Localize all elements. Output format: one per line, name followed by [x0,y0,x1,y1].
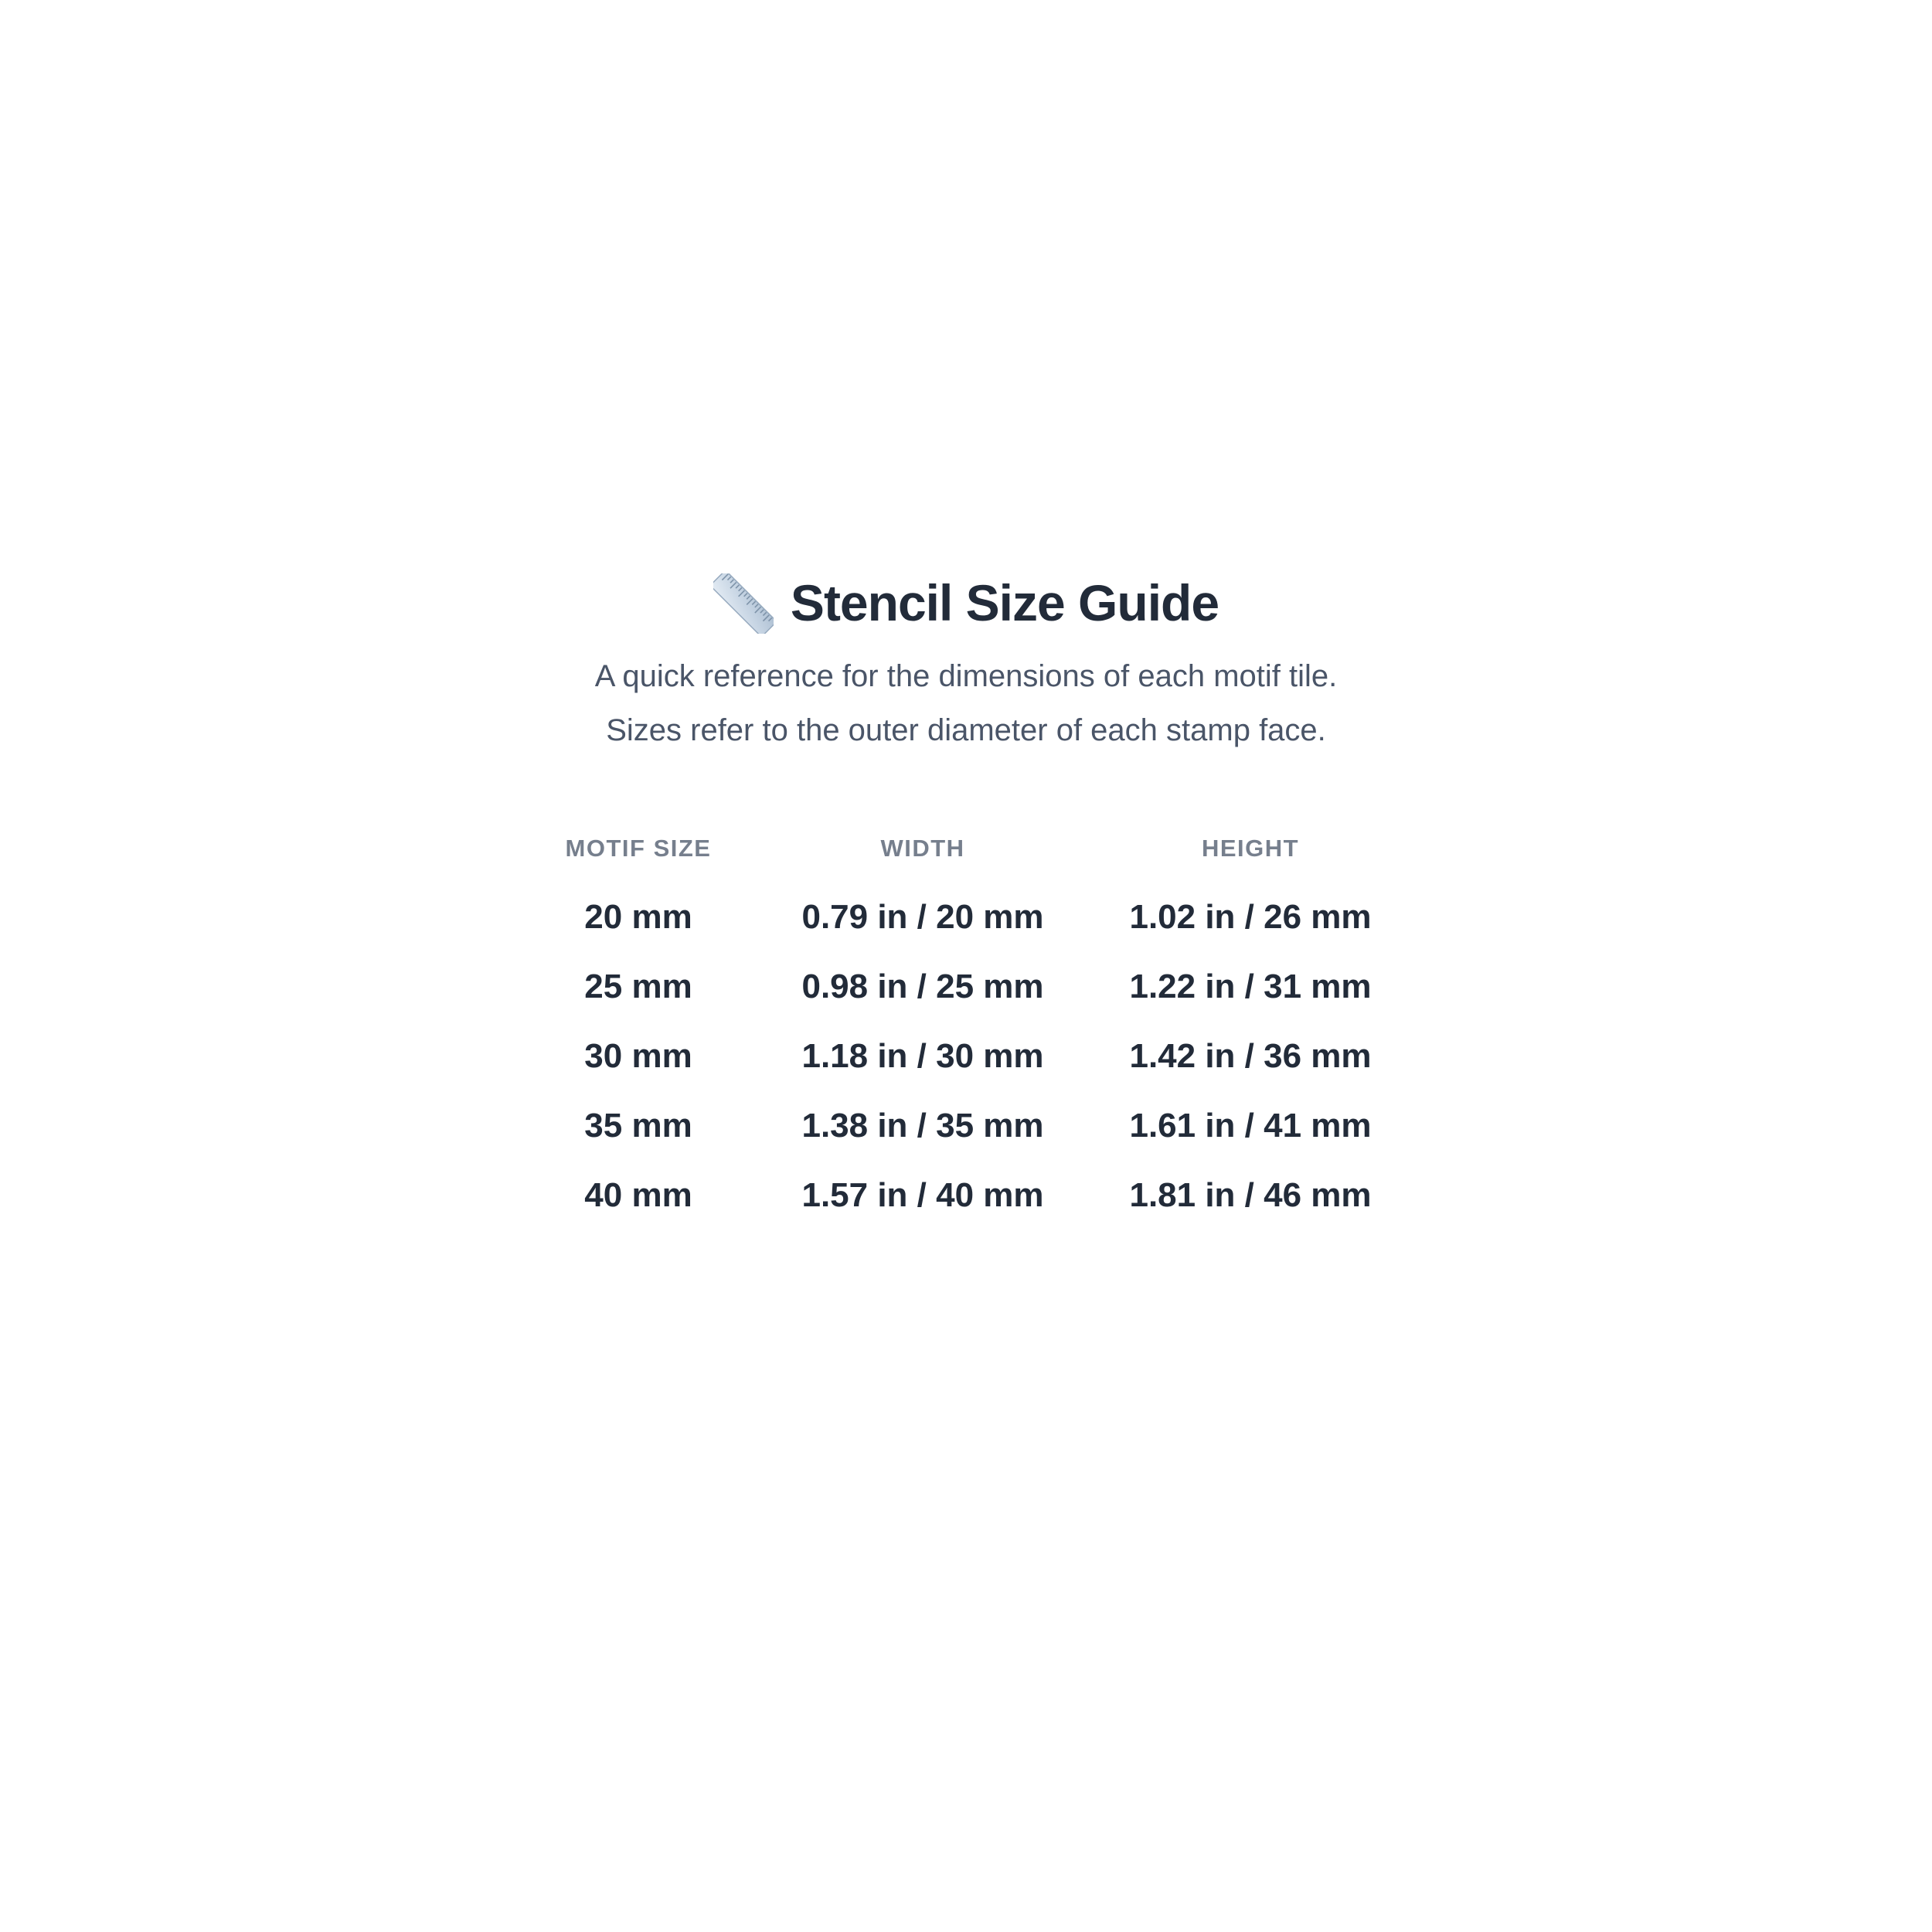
table-cell-width: 0.79 in / 20 mm [801,898,1044,936]
table-cell-height: 1.22 in / 31 mm [1129,968,1372,1005]
table-cell-width: 1.18 in / 30 mm [801,1037,1044,1075]
table-cell-size: 35 mm [584,1107,692,1145]
table-cell-width: 0.98 in / 25 mm [801,968,1044,1005]
table-cell-width: 1.57 in / 40 mm [801,1176,1044,1214]
subtitle-line-1: A quick reference for the dimensions of each motif tile. [594,659,1338,693]
subtitle-line-2: Sizes refer to the outer diameter of each stamp face. [606,713,1326,747]
table-cell-height: 1.61 in / 41 mm [1129,1107,1372,1145]
stencil-size-guide-card [425,573,1507,1230]
table-cell-size: 40 mm [584,1176,692,1214]
column-header-width: WIDTH [880,835,965,862]
table-cell-width: 1.38 in / 35 mm [801,1107,1044,1145]
table-cell-size: 30 mm [584,1037,692,1075]
table-cell-height: 1.02 in / 26 mm [1129,898,1372,936]
table-cell-size: 20 mm [584,898,692,936]
page-title: Stencil Size Guide [790,574,1219,632]
column-header-height: HEIGHT [1201,835,1300,862]
ruler-icon [713,573,774,634]
size-table [425,835,1507,1230]
table-cell-size: 25 mm [584,968,692,1005]
column-header-motif-size: MOTIF SIZE [565,835,712,862]
table-cell-height: 1.42 in / 36 mm [1129,1037,1372,1075]
table-cell-height: 1.81 in / 46 mm [1129,1176,1372,1214]
title-row [425,573,1507,634]
